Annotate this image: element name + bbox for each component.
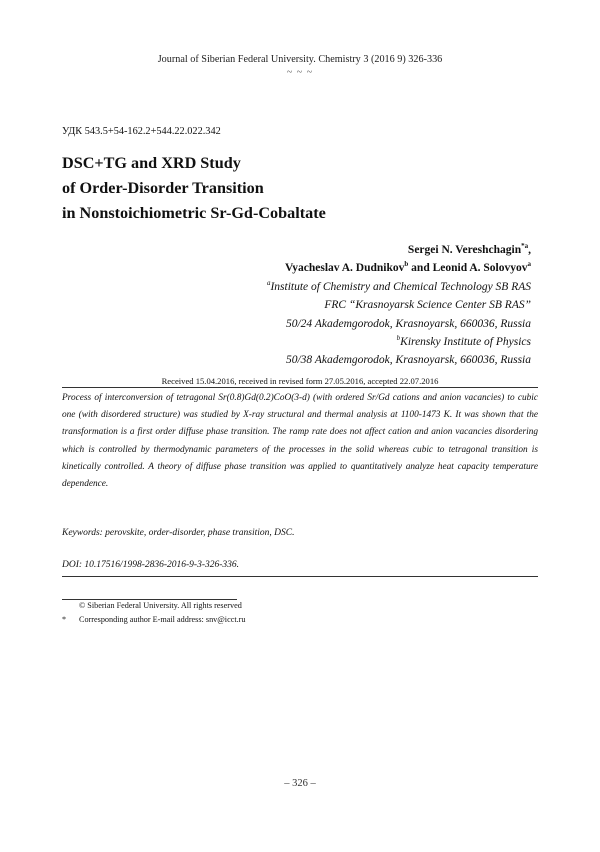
author-1-name: Sergei N. Vereshchagin <box>407 244 522 256</box>
affiliation-a-line-1 <box>71 278 531 296</box>
affiliation-b-line-1 <box>71 333 531 351</box>
author-1-affil: *a <box>521 242 529 250</box>
paper-title <box>62 151 326 226</box>
title-line-3: in Nonstoichiometric Sr-Gd-Cobaltate <box>62 204 326 222</box>
affiliation-b-name: Kirensky Institute of Physics <box>400 336 531 349</box>
affiliation-a-name: Institute of Chemistry and Chemical Technology SB RAS <box>270 280 531 293</box>
doi: DOI: 10.17516/1998-2836-2016-9-3-326-336. <box>62 560 240 570</box>
author-block <box>71 241 531 370</box>
footnote-copyright: © Siberian Federal University. All rights reserved <box>79 601 242 610</box>
udc-code: УДК 543.5+54-162.2+544.22.022.342 <box>62 126 221 137</box>
footnote-rule <box>62 599 237 600</box>
affiliation-b-address: 50/38 Akademgorodok, Krasnoyarsk, 660036, Russia <box>285 354 531 367</box>
journal-header: Journal of Siberian Federal University. Chemistry 3 (2016 9) 326-336 <box>157 54 443 65</box>
page-number: – 326 – <box>284 778 316 789</box>
author-3-name: Leonid A. Solovyov <box>432 262 528 275</box>
header-ornament: ~ ~ ~ <box>286 67 314 78</box>
affiliation-a-address: 50/24 Akademgorodok, Krasnoyarsk, 660036, Russia <box>285 317 531 330</box>
affiliation-a-line-2: FRC “Krasnoyarsk Science Center SB RAS” <box>324 299 531 312</box>
author-2-affil: b <box>404 260 409 269</box>
author-2-name: Vyacheslav A. Dudnikov <box>284 262 405 275</box>
title-line-1: DSC+TG and XRD Study <box>62 154 241 172</box>
author-conjunction: and <box>408 262 433 275</box>
author-line-1 <box>71 241 531 259</box>
received-dates: Received 15.04.2016, received in revised form 27.05.2016, accepted 22.07.2016 <box>161 376 439 386</box>
keywords: Keywords: perovskite, order-disorder, phase transition, DSC. <box>62 528 295 538</box>
footnote-star-marker: * <box>62 615 67 624</box>
author-3-affil: a <box>527 260 531 269</box>
abstract-text: Process of interconversion of tetragonal Sr(0.8)Gd(0.2)CoO(3-d) (with ordered Sr/Gd cations and anion vacancies) to cubic one (with disordered structure) was studied by X-ray structural and thermal analysis at 1100-1473 K. It was shown that the transformation is a first order diffuse phase transition. The ramp rate does not affect cation and anion vacancies disordering which is controlled by thermodynamic parameters of the processes in the solid whereas cubic to tetragonal transition is kinetically controlled. A theory of diffuse phase transition was applied to quantitatively analyze heat capacity temperature dependence. <box>62 393 538 490</box>
affiliation-b-marker: b <box>396 334 401 343</box>
title-line-2: of Order-Disorder Transition <box>62 179 264 197</box>
footnote-corresponding-author: Corresponding author E-mail address: snv@icct.ru <box>79 615 246 624</box>
author-line-2 <box>71 259 531 277</box>
abstract-bottom-rule <box>62 576 538 577</box>
abstract-top-rule <box>62 387 538 388</box>
author-separator: , <box>528 244 531 256</box>
affiliation-a-marker: a <box>266 278 271 287</box>
